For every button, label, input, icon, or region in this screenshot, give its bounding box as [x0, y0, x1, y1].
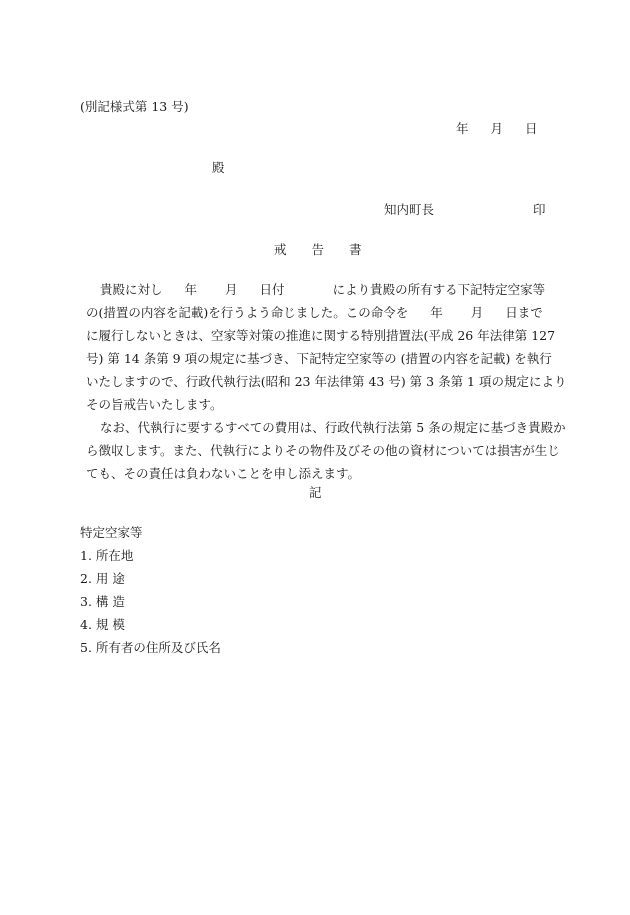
issuer: [384, 202, 546, 217]
list-item: 5. 所有者の住所及び氏名: [80, 640, 221, 655]
body-line-3: に履行しないときは、空家等対策の推進に関する特別措置法(平成 26 年法律第 127: [86, 328, 556, 343]
addressee-suffix: 殿: [212, 160, 225, 175]
date-suffix: 日付: [259, 282, 285, 297]
issuer-title: 知内町長: [384, 202, 435, 217]
month-label: 月: [490, 121, 504, 136]
body-line-5: いたしますので、行政代執行法(昭和 23 年法律第 43 号) 第 3 条第 1 項の規定により: [86, 374, 567, 389]
body-line-4: 号) 第 14 条第 9 項の規定に基づき、下記特定空家等の (措置の内容を記載) を執行: [86, 351, 552, 366]
day-label: 日: [525, 121, 538, 136]
title-char: 戒: [274, 242, 287, 257]
body-line-9: ても、その責任は負わないことを申し添えます。: [86, 466, 361, 481]
body-text: 貴殿に対し: [100, 282, 163, 297]
list-item: 4. 規 模: [80, 617, 125, 632]
list-item: 3. 構 造: [80, 594, 125, 609]
body-text: の(措置の内容を記載)を行うよう命じました。この命令を: [86, 305, 409, 320]
title-char: 書: [349, 242, 362, 257]
body-line-7: なお、代執行に要するすべての費用は、行政代執行法第 5 条の規定に基づき貴殿か: [100, 420, 566, 435]
year-label: 年: [456, 121, 469, 136]
body-text: により貴殿の所有する下記特定空家等: [332, 282, 546, 297]
date-line: [456, 123, 538, 136]
form-number: (別記様式第 13 号): [80, 99, 189, 114]
year-label: 年: [430, 305, 443, 320]
title-char: 告: [311, 242, 325, 257]
list-item: 1. 所在地: [80, 548, 134, 563]
body-line-6: その旨戒告いたします。: [86, 397, 223, 412]
year-label: 年: [184, 282, 198, 297]
body-line-8: ら徴収します。また、代執行によりその物件及びその他の資材については損害が生じ: [86, 443, 560, 458]
target-heading: 特定空家等: [80, 525, 143, 540]
list-item: 2. 用 途: [80, 571, 125, 586]
body-line-1: [100, 284, 545, 297]
month-label: 月: [470, 305, 484, 320]
deadline-suffix: 日まで: [505, 305, 543, 320]
month-label: 月: [225, 282, 238, 297]
document-title: [274, 244, 362, 257]
body-line-2: [86, 307, 543, 320]
ki-heading: 記: [309, 485, 322, 500]
seal-mark: 印: [533, 202, 546, 217]
